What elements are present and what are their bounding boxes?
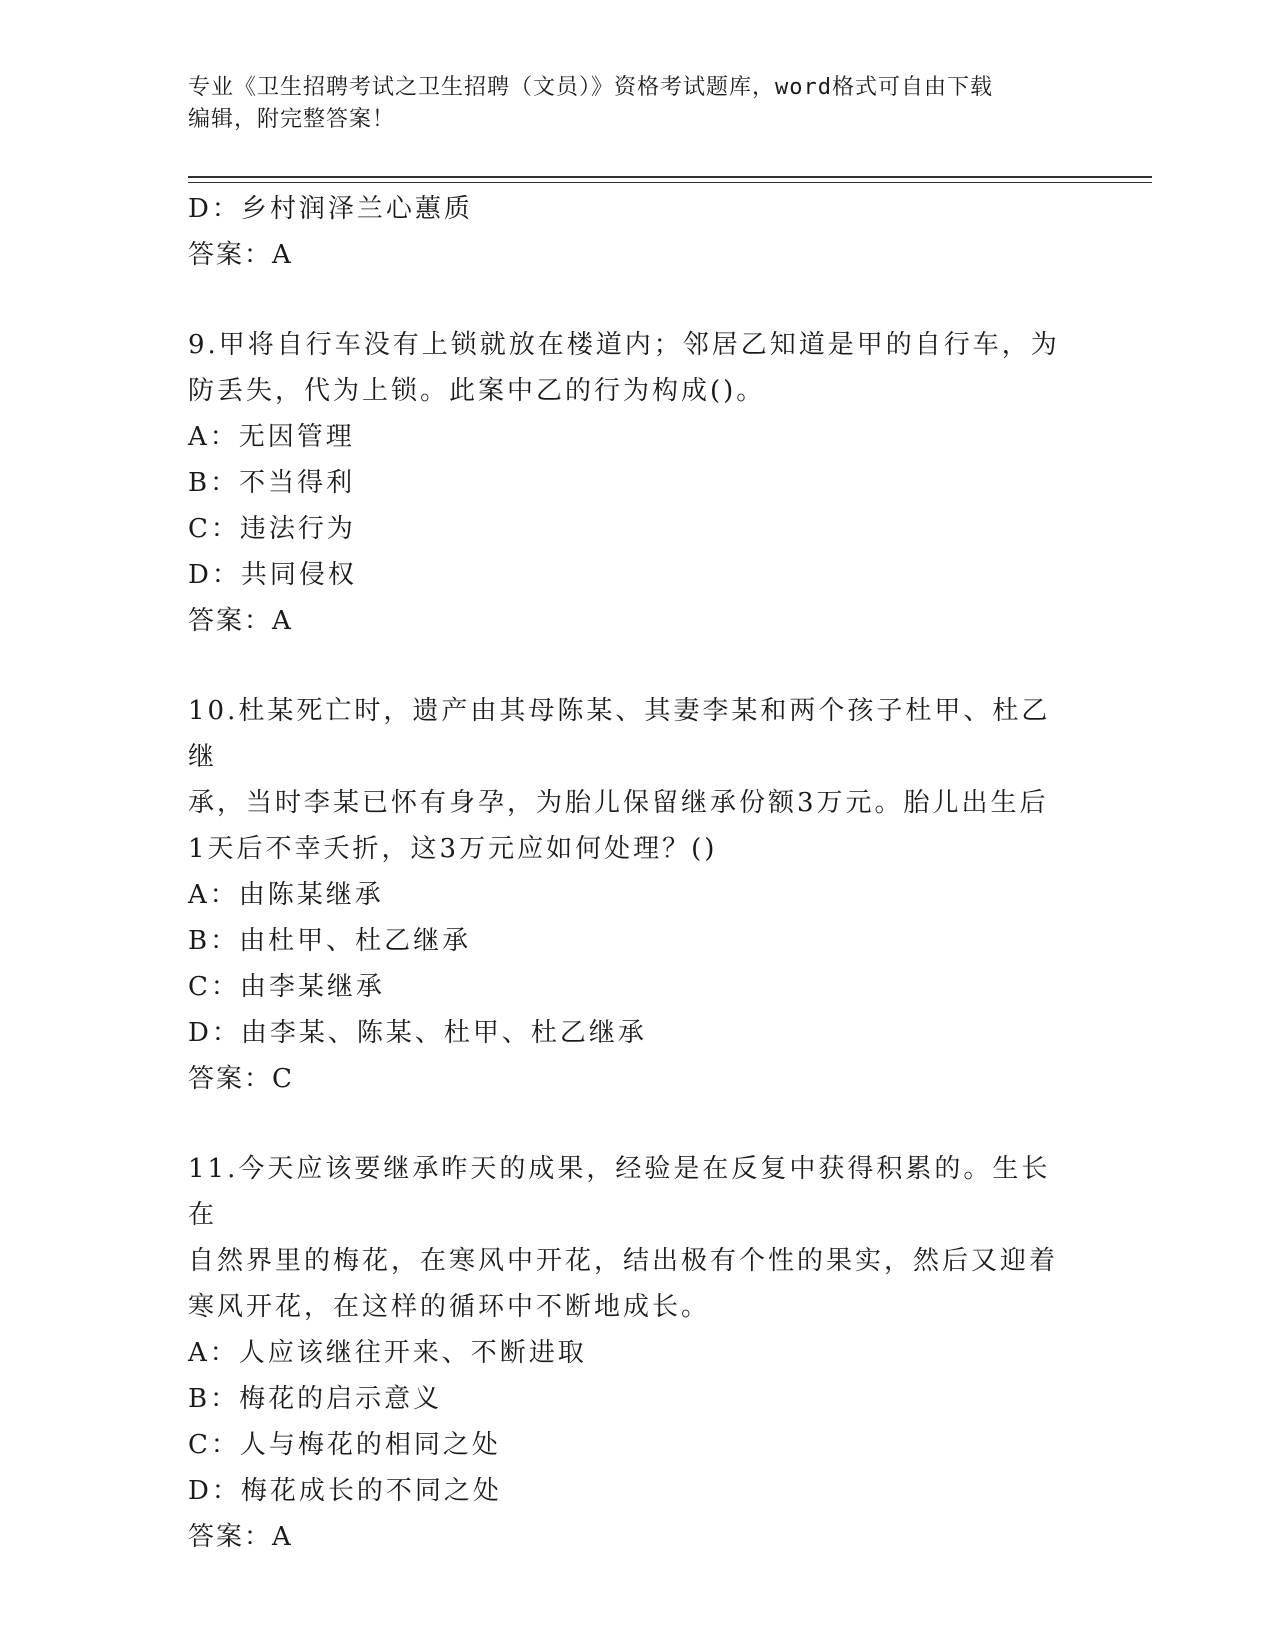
- question-line: 11.今天应该要继承昨天的成果，经验是在反复中获得积累的。生长在: [188, 1154, 1051, 1230]
- question-line: 1天后不幸夭折，这3万元应如何处理？(): [188, 834, 718, 864]
- document-body: [188, 186, 1088, 1560]
- question-11: [188, 1146, 1088, 1560]
- header-line-2: 编辑，附完整答案！: [188, 107, 396, 132]
- question-line: 防丢失，代为上锁。此案中乙的行为构成()。: [188, 376, 766, 406]
- question-text: [188, 688, 1068, 872]
- question-10: [188, 688, 1088, 1102]
- option-c: C：人与梅花的相同之处: [188, 1430, 501, 1460]
- option-d: D：由李某、陈某、杜甲、杜乙继承: [188, 1018, 647, 1048]
- option-a: A：由陈某继承: [188, 880, 384, 910]
- question-line: 承，当时李某已怀有身孕，为胎儿保留继承份额3万元。胎儿出生后: [188, 788, 1049, 818]
- answer-line: 答案：A: [188, 1522, 293, 1552]
- option-b: B：梅花的启示意义: [188, 1384, 443, 1414]
- question-line: 寒风开花，在这样的循环中不断地成长。: [188, 1292, 711, 1322]
- header-line-1: 专业《卫生招聘考试之卫生招聘（文员）》资格考试题库，word格式可自由下载: [188, 75, 993, 100]
- question-9: [188, 322, 1088, 644]
- question-text: [188, 1146, 1068, 1330]
- spacer: [188, 644, 1088, 688]
- option-d: D：梅花成长的不同之处: [188, 1476, 502, 1506]
- option-c: C：由李某继承: [188, 972, 385, 1002]
- spacer: [188, 278, 1088, 322]
- option-b: B：由杜甲、杜乙继承: [188, 926, 472, 956]
- answer-line: 答案：C: [188, 1064, 294, 1094]
- option-b: B：不当得利: [188, 468, 356, 498]
- prev-question-option-d: D：乡村润泽兰心蕙质: [188, 194, 473, 224]
- question-line: 自然界里的梅花，在寒风中开花，结出极有个性的果实，然后又迎着: [188, 1246, 1059, 1276]
- option-a: A：无因管理: [188, 422, 355, 452]
- question-line: 10.杜某死亡时，遗产由其母陈某、其妻李某和两个孩子杜甲、杜乙继: [188, 696, 1051, 772]
- document-header: [188, 72, 1068, 136]
- option-d: D：共同侵权: [188, 560, 357, 590]
- header-rule-thick: [188, 176, 1152, 178]
- question-line: 9.甲将自行车没有上锁就放在楼道内；邻居乙知道是甲的自行车，为: [188, 330, 1060, 360]
- header-rule-thin: [188, 182, 1152, 183]
- question-text: [188, 322, 1068, 414]
- option-c: C：违法行为: [188, 514, 356, 544]
- option-a: A：人应该继往开来、不断进取: [188, 1338, 587, 1368]
- answer-line: 答案：A: [188, 606, 293, 636]
- spacer: [188, 1102, 1088, 1146]
- prev-question-answer: 答案：A: [188, 240, 293, 270]
